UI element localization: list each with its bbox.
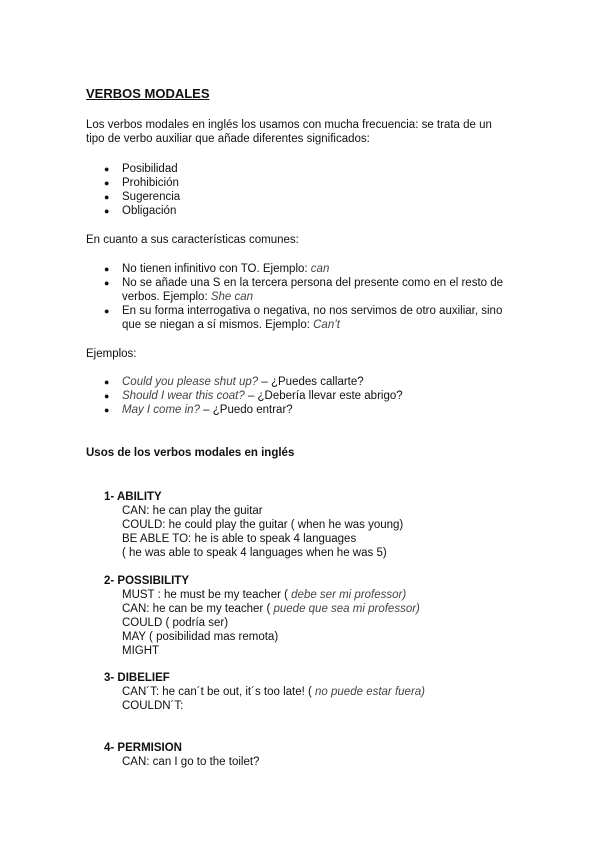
line-note: debe ser mi professor)	[291, 589, 407, 601]
characteristic-example: Can’t	[313, 319, 340, 331]
line-note: puede que sea mi professor)	[273, 603, 420, 615]
line-text: MUST : he must be my teacher (	[122, 589, 292, 601]
intro-line-1: Los verbos modales en inglés los usamos con mucha frecuencia: se trata de un	[86, 119, 492, 131]
section-line: ( he was able to speak 4 languages when he was 5)	[122, 547, 387, 559]
section-line	[122, 685, 425, 699]
characteristic-example: She can	[210, 291, 254, 303]
page-title: VERBOS MODALES	[86, 86, 210, 101]
list-item: ● Posibilidad	[104, 162, 180, 176]
section-heading-disbelief: 3- DIBELIEF	[104, 672, 170, 684]
list-item	[104, 304, 522, 332]
example-english: May I come in?	[122, 404, 200, 416]
section-line	[122, 588, 406, 602]
line-text: CAN´T: he can´t be out, it´s too late! (	[122, 686, 316, 698]
example-english: Should I wear this coat?	[122, 390, 245, 402]
list-item: ● Prohibición	[104, 176, 180, 190]
list-item	[104, 276, 522, 304]
list-item	[104, 262, 522, 276]
section-line: BE ABLE TO: he is able to speak 4 languages	[122, 533, 357, 545]
example-english: Could you please shut up?	[122, 376, 259, 388]
characteristic-text: No se añade una S en la tercera persona del presente como en el resto de verbos. Ejemplo:	[122, 277, 504, 303]
example-spanish: – ¿Debería llevar este abrigo?	[244, 390, 403, 402]
meanings-list	[104, 162, 180, 218]
characteristic-example: can	[310, 263, 330, 275]
list-item	[104, 403, 403, 417]
list-item: ● Obligación	[104, 204, 180, 218]
section-line: COULD: he could play the guitar ( when he was young)	[122, 519, 404, 531]
section-line: COULD ( podría ser)	[122, 617, 229, 629]
section-line: MIGHT	[122, 645, 160, 657]
section-heading-possibility: 2- POSSIBILITY	[104, 575, 189, 587]
list-item	[104, 375, 403, 389]
section-line: CAN: can I go to the toilet?	[122, 756, 260, 768]
list-item: ● Sugerencia	[104, 190, 180, 204]
characteristic-text: En su forma interrogativa o negativa, no nos servimos de otro auxiliar, sino que se niegan a sí mismos. Ejemplo:	[122, 305, 503, 331]
characteristic-text: No tienen infinitivo con TO. Ejemplo:	[122, 263, 311, 275]
uses-heading: Usos de los verbos modales en inglés	[86, 447, 295, 459]
section-line: MAY ( posibilidad mas remota)	[122, 631, 279, 643]
characteristics-intro: En cuanto a sus características comunes:	[86, 234, 299, 246]
section-line: COULDN´T:	[122, 700, 184, 712]
examples-list	[104, 375, 403, 417]
characteristics-list	[104, 262, 522, 332]
example-spanish: – ¿Puedes callarte?	[258, 376, 364, 388]
example-spanish: – ¿Puedo entrar?	[199, 404, 293, 416]
section-line	[122, 602, 420, 616]
section-heading-ability: 1- ABILITY	[104, 491, 162, 503]
line-text: CAN: he can be my teacher (	[122, 603, 274, 615]
section-heading-permission: 4- PERMISION	[104, 742, 182, 754]
section-line: CAN: he can play the guitar	[122, 505, 263, 517]
intro-line-2: tipo de verbo auxiliar que añade diferentes significados:	[86, 133, 370, 145]
list-item	[104, 389, 403, 403]
examples-intro: Ejemplos:	[86, 348, 137, 360]
line-note: no puede estar fuera)	[315, 686, 425, 698]
